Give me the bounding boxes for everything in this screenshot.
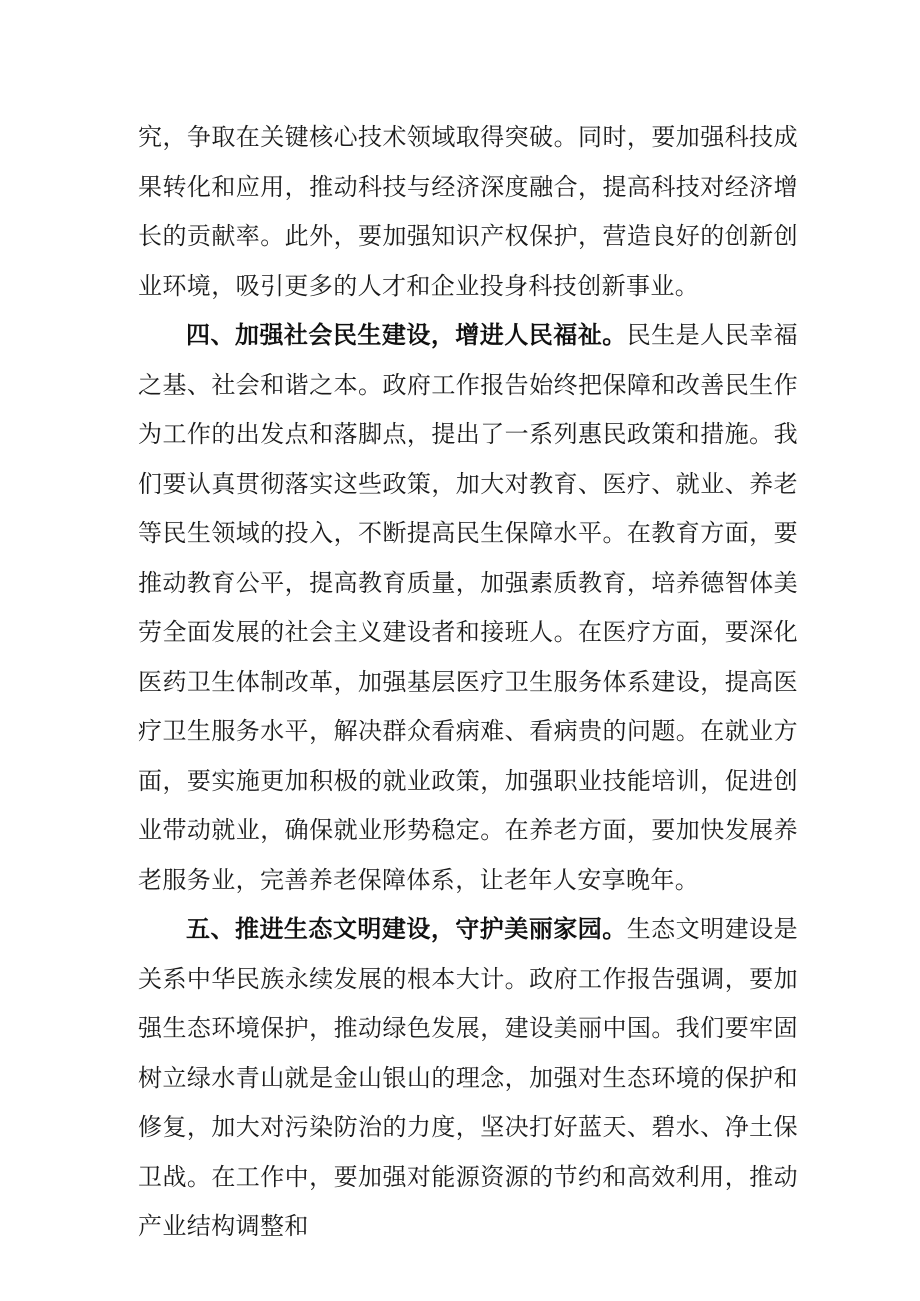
paragraph-section-four: [138, 311, 798, 905]
section-heading-five: 五、推进生态文明建设，守护美丽家园。: [186, 915, 627, 943]
paragraph-continuation: [138, 113, 798, 311]
paragraph-section-five: [138, 905, 798, 1252]
paragraph-text: 究，争取在关键核心技术领域取得突破。同时，要加强科技成果转化和应用，推动科技与经济深度融合，提高科技对经济增长的贡献率。此外，要加强知识产权保护，营造良好的创新创业环境，吸引更多的人才和企业投身科技创新事业。: [138, 123, 798, 300]
document-body: [138, 113, 798, 1252]
section-heading-four: 四、加强社会民生建设，增进人民福祉。: [186, 321, 627, 349]
paragraph-text: 民生是人民幸福之基、社会和谐之本。政府工作报告始终把保障和改善民生作为工作的出发点和落脚点，提出了一系列惠民政策和措施。我们要认真贯彻落实这些政策，加大对教育、医疗、就业、养老等民生领域的投入，不断提高民生保障水平。在教育方面，要推动教育公平，提高教育质量，加强素质教育，培养德智体美劳全面发展的社会主义建设者和接班人。在医疗方面，要深化医药卫生体制改革，加强基层医疗卫生服务体系建设，提高医疗卫生服务水平，解决群众看病难、看病贵的问题。在就业方面，要实施更加积极的就业政策，加强职业技能培训，促进创业带动就业，确保就业形势稳定。在养老方面，要加快发展养老服务业，完善养老保障体系，让老年人安享晚年。: [138, 321, 798, 894]
paragraph-text: 生态文明建设是关系中华民族永续发展的根本大计。政府工作报告强调，要加强生态环境保护，推动绿色发展，建设美丽中国。我们要牢固树立绿水青山就是金山银山的理念，加强对生态环境的保护和修复，加大对污染防治的力度，坚决打好蓝天、碧水、净土保卫战。在工作中，要加强对能源资源的节约和高效利用，推动产业结构调整和: [138, 915, 798, 1240]
